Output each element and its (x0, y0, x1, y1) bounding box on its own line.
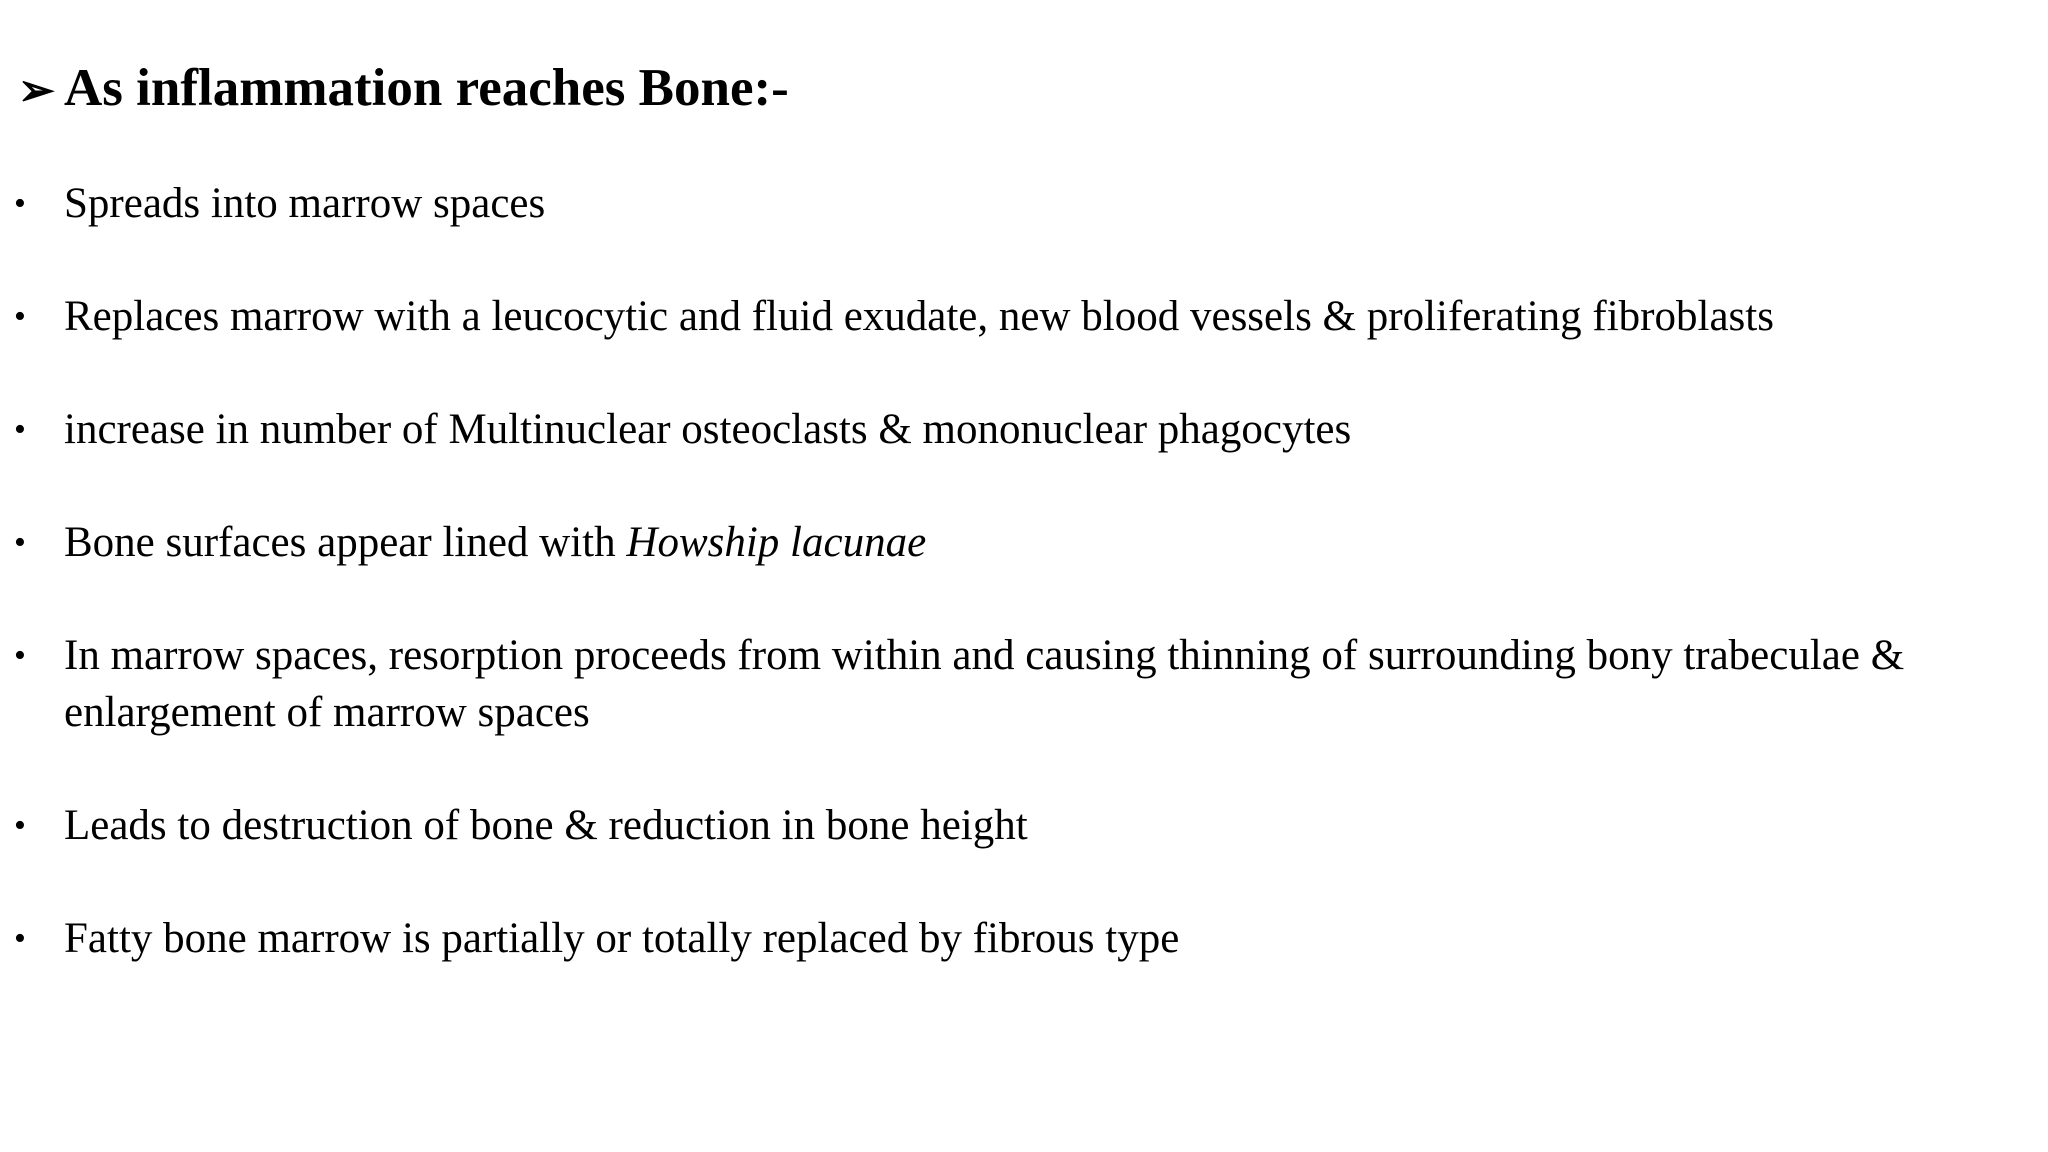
list-item (14, 288, 2034, 345)
bullet-dot-icon: • (14, 807, 26, 844)
bullet-dot-icon: • (14, 298, 26, 335)
list-item-text: Fatty bone marrow is partially or totally replaced by fibrous type (64, 915, 1180, 962)
bullet-dot-icon: • (14, 185, 26, 222)
list-item-text: increase in number of Multinuclear osteoclasts & mononuclear phagocytes (64, 406, 1352, 453)
list-item-text: Replaces marrow with a leucocytic and fluid exudate, new blood vessels & proliferating fibroblasts (64, 293, 1774, 340)
list-item (14, 627, 2034, 741)
bullet-dot-icon: • (14, 637, 26, 674)
heading-text: As inflammation reaches Bone:- (64, 59, 789, 117)
list-item (14, 175, 2034, 232)
list-item-italic-term: Howship lacunae (626, 519, 927, 566)
list-item (14, 797, 2034, 854)
list-item (14, 910, 2034, 967)
arrow-bullet-icon: ➢ (18, 66, 55, 115)
list-item-text: Spreads into marrow spaces (64, 180, 546, 227)
list-item (14, 514, 2034, 571)
bullet-dot-icon: • (14, 524, 26, 561)
list-item (14, 401, 2034, 458)
slide-heading (18, 56, 789, 123)
list-item-text: Leads to destruction of bone & reduction in bone height (64, 802, 1028, 849)
bullet-dot-icon: • (14, 411, 26, 448)
list-item-text: Bone surfaces appear lined with (64, 519, 627, 566)
list-item-text: In marrow spaces, resorption proceeds from within and causing thinning of surrounding bony trabeculae & enlargement of marrow spaces (64, 632, 1905, 736)
bullet-dot-icon: • (14, 920, 26, 957)
bullet-list (14, 175, 2034, 1023)
